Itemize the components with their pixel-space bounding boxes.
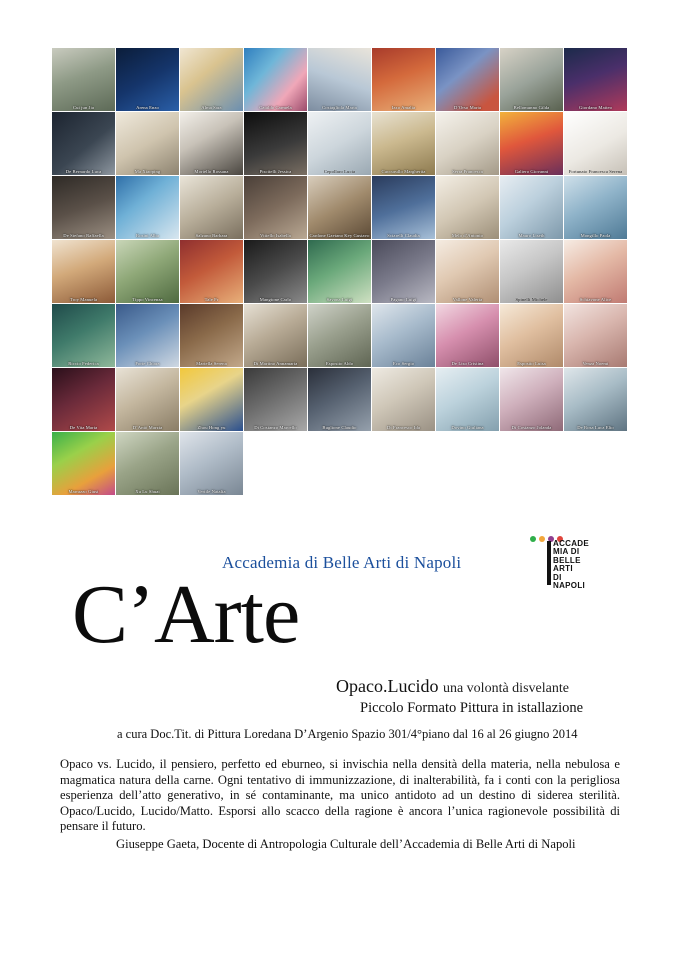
logo-bar [547, 541, 551, 585]
artwork-image [564, 304, 627, 367]
artwork-image [116, 368, 179, 431]
artwork-image [564, 48, 627, 111]
artwork-artist-name: Sciarelli Claudia [387, 232, 420, 238]
artwork-thumbnail [436, 48, 499, 111]
artwork-thumbnail [116, 304, 179, 367]
artwork-image [116, 48, 179, 111]
artwork-thumbnail [372, 368, 435, 431]
artwork-artist-name: Xu Lu Shuai [135, 488, 160, 494]
artwork-artist-name: Cepollaro Lucia [323, 168, 356, 174]
body-paragraph: Opaco vs. Lucido, il pensiero, perfetto ed eburneo, si invischia nella densità della materia, nella nebulosa e magmatica natura della carne. Ogni tentativo di immunizzazione, di inalterabilità, fa i conti con la perigliosa esperienza dell’atto generativo, in sé contaminante, ma unico antidoto ad un destino di siderea sterilità. Opaco/Lucido, Lucido/Matto. Esporsi allo scacco della ragione è ancora l’unica ragionevole possibilità di pensare il futuro. [60, 757, 620, 834]
body-text [60, 757, 620, 853]
artwork-thumbnail [116, 48, 179, 111]
signature-line: Giuseppe Gaeta, Docente di Antropologia Culturale dell’Accademia di Belle Arti di Napoli [116, 836, 576, 851]
artwork-image [52, 304, 115, 367]
artwork-image [564, 112, 627, 175]
artwork-thumbnail [180, 304, 243, 367]
artwork-artist-name: De Bernardo Luca [65, 168, 102, 174]
artwork-thumbnail [372, 176, 435, 239]
artwork-artist-name: Tippo Vincenza [132, 296, 163, 302]
artwork-image [52, 48, 115, 111]
artwork-thumbnail [500, 48, 563, 111]
artwork-artist-name: Mangione Carlo [259, 296, 292, 302]
artwork-artist-name: Martella Serena [196, 360, 227, 366]
artwork-thumbnail [564, 368, 627, 431]
artwork-image [244, 112, 307, 175]
artwork-thumbnail [244, 48, 307, 111]
artwork-artist-name: Mongillo Paola [580, 232, 611, 238]
artwork-thumbnail [372, 240, 435, 303]
artwork-image [500, 176, 563, 239]
artwork-grid [52, 48, 628, 495]
artwork-image [372, 304, 435, 367]
artwork-artist-name: Esposito Luisa [517, 360, 546, 366]
artwork-thumbnail [436, 176, 499, 239]
artwork-artist-name: De Rosa Luca Elio [577, 424, 614, 430]
artwork-artist-name: Di Costanzo Jolanda [511, 424, 552, 430]
artwork-image [372, 112, 435, 175]
subtitle-main-row [336, 676, 569, 697]
artwork-thumbnail [308, 48, 371, 111]
artwork-artist-name: Fortunato Francesca Serena [568, 168, 623, 174]
artwork-image [52, 112, 115, 175]
artwork-image [308, 304, 371, 367]
artwork-image [308, 48, 371, 111]
artwork-thumbnail [52, 304, 115, 367]
logo-text [553, 540, 590, 590]
artwork-image [308, 368, 371, 431]
artwork-image [52, 368, 115, 431]
artwork-thumbnail [372, 48, 435, 111]
artwork-image [180, 48, 243, 111]
artwork-artist-name: Cui jun Jia [72, 104, 94, 110]
artwork-artist-name: Arena Enzo [136, 104, 159, 110]
artwork-thumbnail [116, 368, 179, 431]
artwork-artist-name: Salzano Barbara [195, 232, 228, 238]
artwork-artist-name: Izzo Amalia [391, 104, 416, 110]
artwork-image [500, 48, 563, 111]
artwork-artist-name: Galiero Giovanni [514, 168, 549, 174]
artwork-artist-name: Di Francesco Ida [387, 424, 420, 430]
artwork-artist-name: Vitiello Isabella [260, 232, 291, 238]
artwork-artist-name: Tale Fr [204, 296, 219, 302]
academy-line: Accademia di Belle Arti di Napoli [222, 553, 462, 572]
subtitle-main: Opaco.Lucido [336, 676, 439, 696]
artwork-thumbnail [372, 112, 435, 175]
artwork-artist-name: Melo d’Antonio [451, 232, 484, 238]
artwork-thumbnail [116, 432, 179, 495]
artwork-thumbnail [308, 368, 371, 431]
artwork-image [308, 176, 371, 239]
artwork-thumbnail [500, 112, 563, 175]
artwork-artist-name: Savona Luigi [326, 296, 353, 302]
artwork-image [116, 112, 179, 175]
artwork-artist-name: Dovino Giuliana [451, 424, 484, 430]
artwork-thumbnail [500, 368, 563, 431]
artwork-artist-name: Mauro Liseth [518, 232, 545, 238]
artwork-thumbnail [52, 432, 115, 495]
artwork-image [308, 240, 371, 303]
logo-line-5: DI NAPOLI [553, 572, 586, 591]
artwork-thumbnail [244, 304, 307, 367]
page-title: C’Arte [72, 568, 300, 661]
artwork-thumbnail [308, 304, 371, 367]
artwork-artist-name: D’Antò Marzia [132, 424, 163, 430]
artwork-thumbnail [308, 176, 371, 239]
artwork-thumbnail [564, 48, 627, 111]
artwork-artist-name: Cuccurullo Margherita [381, 168, 426, 174]
artwork-artist-name: Riccio Federica [68, 360, 99, 366]
artwork-image [500, 368, 563, 431]
artwork-thumbnail [308, 112, 371, 175]
artwork-artist-name: Di Costanzo Marcello [254, 424, 297, 430]
artwork-thumbnail [52, 240, 115, 303]
artwork-artist-name: Marrazzo Giusi [68, 488, 99, 494]
artwork-thumbnail [436, 304, 499, 367]
artwork-image [436, 240, 499, 303]
artwork-thumbnail [436, 112, 499, 175]
artwork-artist-name: Troy Manuela [69, 296, 98, 302]
logo-line-1: ACCADE [553, 539, 590, 548]
artwork-thumbnail [52, 176, 115, 239]
artwork-thumbnail [436, 240, 499, 303]
artwork-image [244, 176, 307, 239]
artwork-thumbnail [436, 368, 499, 431]
artwork-image [436, 112, 499, 175]
artwork-thumbnail [52, 48, 115, 111]
artwork-artist-name: Bellomunno Gilda [513, 104, 550, 110]
artwork-thumbnail [244, 368, 307, 431]
artwork-thumbnail [308, 240, 371, 303]
artwork-image [500, 112, 563, 175]
subtitle-tag: una volontà disvelante [442, 681, 569, 696]
artwork-image [180, 176, 243, 239]
artwork-thumbnail [116, 176, 179, 239]
artwork-image [244, 48, 307, 111]
artwork-image [436, 304, 499, 367]
artwork-thumbnail [116, 112, 179, 175]
artwork-artist-name: Esposito Aldo [325, 360, 354, 366]
artwork-artist-name: D’Orso Maria [453, 104, 482, 110]
artwork-image [564, 176, 627, 239]
artwork-image [244, 240, 307, 303]
artwork-image [372, 176, 435, 239]
artwork-image [180, 240, 243, 303]
artwork-artist-name: Giordano Matteo [578, 104, 612, 110]
artwork-thumbnail [180, 48, 243, 111]
artwork-artist-name: Zhou Hong yu [197, 424, 226, 430]
artwork-thumbnail [52, 368, 115, 431]
artwork-artist-name: Forte Chiara [135, 360, 160, 366]
logo-line-4: ARTI [553, 564, 573, 574]
artwork-thumbnail [180, 368, 243, 431]
artwork-thumbnail [180, 432, 243, 495]
artwork-thumbnail [564, 176, 627, 239]
artwork-thumbnail [116, 240, 179, 303]
artwork-image [244, 304, 307, 367]
artwork-image [372, 240, 435, 303]
artwork-artist-name: Venza Noemi [582, 360, 609, 366]
artwork-image [244, 368, 307, 431]
artwork-artist-name: Cardone Gaetano Key Gustavo [309, 232, 370, 238]
artwork-artist-name: Alma Sara [201, 104, 222, 110]
academy-logo [524, 523, 590, 589]
artwork-thumbnail [372, 304, 435, 367]
artwork-artist-name: De Liso Cristina [451, 360, 484, 366]
artwork-image [564, 368, 627, 431]
artwork-artist-name: Ma Xiaoping [134, 168, 161, 174]
artwork-artist-name: Di Martino Annamaria [253, 360, 298, 366]
artwork-image [180, 304, 243, 367]
logo-line-2: MIA DI [553, 547, 580, 557]
artwork-artist-name: De Stefano Raffaella [63, 232, 104, 238]
artwork-thumbnail [500, 240, 563, 303]
artwork-thumbnail [180, 112, 243, 175]
artwork-thumbnail [52, 112, 115, 175]
artwork-thumbnail [564, 112, 627, 175]
artwork-artist-name: Serra Francesca [452, 168, 483, 174]
artwork-image [52, 176, 115, 239]
artwork-image [372, 48, 435, 111]
artwork-artist-name: Rosini Alba [136, 232, 159, 238]
artwork-artist-name: Eco Sergio [392, 360, 415, 366]
artwork-thumbnail [180, 240, 243, 303]
artwork-thumbnail [244, 112, 307, 175]
artwork-image [116, 304, 179, 367]
artwork-image [52, 432, 115, 495]
artwork-image [436, 48, 499, 111]
artwork-artist-name: Costagliola Maria [322, 104, 357, 110]
artwork-thumbnail [500, 176, 563, 239]
curator-line: a cura Doc.Tit. di Pittura Loredana D’Argenio Spazio 301/4°piano dal 16 al 26 giugno 2014 [117, 727, 578, 741]
artwork-image [308, 112, 371, 175]
logo-dots [530, 529, 584, 539]
artwork-artist-name: Moriello Rossana [194, 168, 229, 174]
subtitle-second: Piccolo Formato Pittura in istallazione [360, 700, 584, 716]
artwork-artist-name: Piscitelli Jessica [259, 168, 292, 174]
artwork-artist-name: Buglione Claudio [322, 424, 357, 430]
artwork-artist-name: Vallone Valeria [452, 296, 483, 302]
artwork-image [372, 368, 435, 431]
artwork-image [564, 240, 627, 303]
artwork-thumbnail [244, 240, 307, 303]
artwork-image [52, 240, 115, 303]
artwork-artist-name: Schiavone Alice [579, 296, 612, 302]
artwork-image [180, 432, 243, 495]
artwork-image [116, 240, 179, 303]
artwork-thumbnail [180, 176, 243, 239]
artwork-artist-name: Vertile Natalia [197, 488, 226, 494]
artwork-image [116, 176, 179, 239]
artwork-image [116, 432, 179, 495]
artwork-image [436, 176, 499, 239]
artwork-thumbnail [244, 176, 307, 239]
artwork-thumbnail [500, 304, 563, 367]
artwork-artist-name: Cataldo Carmela [259, 104, 292, 110]
artwork-artist-name: Pagano Luigi [390, 296, 417, 302]
artwork-image [500, 304, 563, 367]
artwork-artist-name: De Vita Maria [69, 424, 98, 430]
logo-line-3: BELLE [553, 555, 581, 565]
artwork-image [180, 112, 243, 175]
artwork-image [500, 240, 563, 303]
artwork-image [436, 368, 499, 431]
artwork-thumbnail [564, 304, 627, 367]
artwork-artist-name: Spinelli Michele [515, 296, 548, 302]
artwork-image [180, 368, 243, 431]
artwork-thumbnail [564, 240, 627, 303]
